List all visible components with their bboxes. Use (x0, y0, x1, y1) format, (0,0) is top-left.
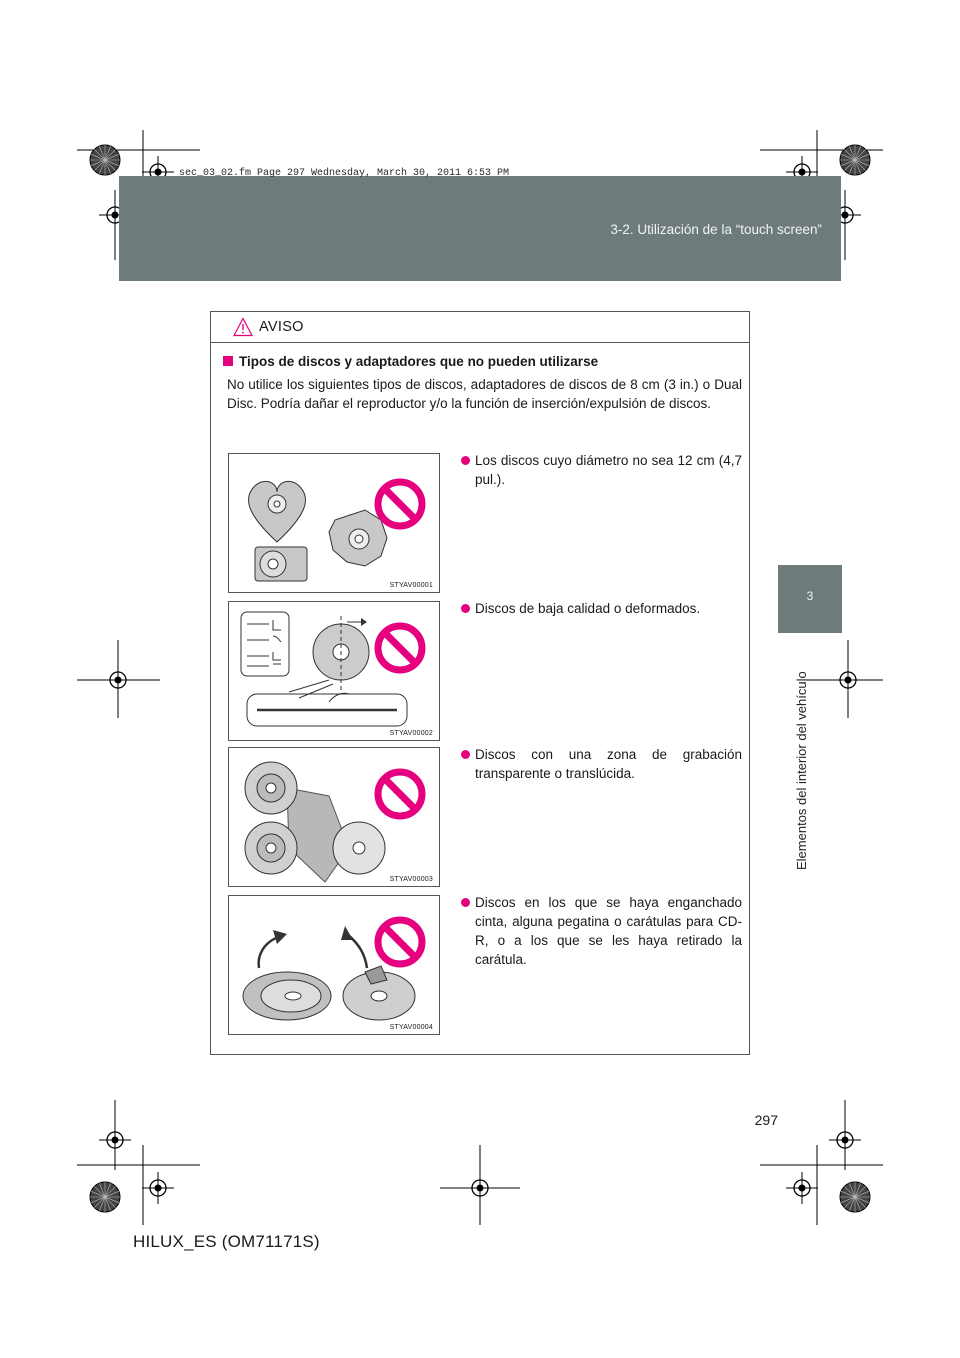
chapter-number: 3 (806, 589, 814, 603)
warning-label: AVISO (259, 319, 304, 335)
warning-triangle-icon (233, 317, 253, 337)
footer-code: HILUX_ES (OM71171S) (133, 1232, 320, 1251)
chapter-label (790, 652, 810, 872)
bullet-text: Discos con una zona de grabación transparente o translúcida. (475, 747, 742, 781)
figure-code: STYAV00002 (389, 730, 433, 737)
bullet-item (461, 893, 742, 969)
subheading (223, 354, 598, 369)
deformed-discs-illustration (229, 602, 439, 740)
intro-paragraph: No utilice los siguientes tipos de discos, adaptadores de discos de 8 cm (3 in.) o Dual Disc. Podría dañar el reproductor y/o la función de inserción/expulsión de discos. (227, 377, 742, 411)
bullet-text: Los discos cuyo diámetro no sea 12 cm (4,7 pul.). (475, 453, 742, 487)
bullet-dot-icon (461, 750, 470, 759)
figure-code: STYAV00004 (389, 1024, 433, 1031)
figure-deformed-discs (228, 601, 440, 741)
chapter-tab (778, 565, 842, 633)
subheading-text: Tipos de discos y adaptadores que no pueden utilizarse (239, 354, 599, 369)
page-number: 297 (754, 1112, 778, 1128)
labeled-discs-illustration (229, 896, 439, 1034)
figure-transparent-discs (228, 747, 440, 887)
bullet-item (461, 745, 742, 783)
bullet-item (461, 451, 742, 489)
section-title: 3-2. Utilización de la “touch screen” (610, 222, 822, 237)
bullet-dot-icon (461, 456, 470, 465)
file-stamp: sec_03_02.fm Page 297 Wednesday, March 30, 2011 6:53 PM (179, 168, 510, 179)
bullet-text: Discos en los que se haya enganchado cinta, alguna pegatina o carátulas para CD-R, o a los que se les haya retirado la carátula. (475, 895, 742, 967)
figure-code: STYAV00003 (389, 876, 433, 883)
transparent-discs-illustration (229, 748, 439, 886)
figure-code: STYAV00001 (389, 582, 433, 589)
square-bullet-icon (223, 356, 233, 366)
figure-labeled-discs (228, 895, 440, 1035)
warning-box (210, 311, 750, 1055)
chapter-label-text: Elementos del interior del vehículo (794, 671, 809, 870)
figure-odd-shaped-discs (228, 453, 440, 593)
bullet-dot-icon (461, 604, 470, 613)
odd-shaped-discs-illustration (229, 454, 439, 592)
bullet-text: Discos de baja calidad o deformados. (475, 601, 701, 616)
bullet-dot-icon (461, 898, 470, 907)
warning-header (211, 312, 749, 343)
bullet-item (461, 599, 742, 618)
